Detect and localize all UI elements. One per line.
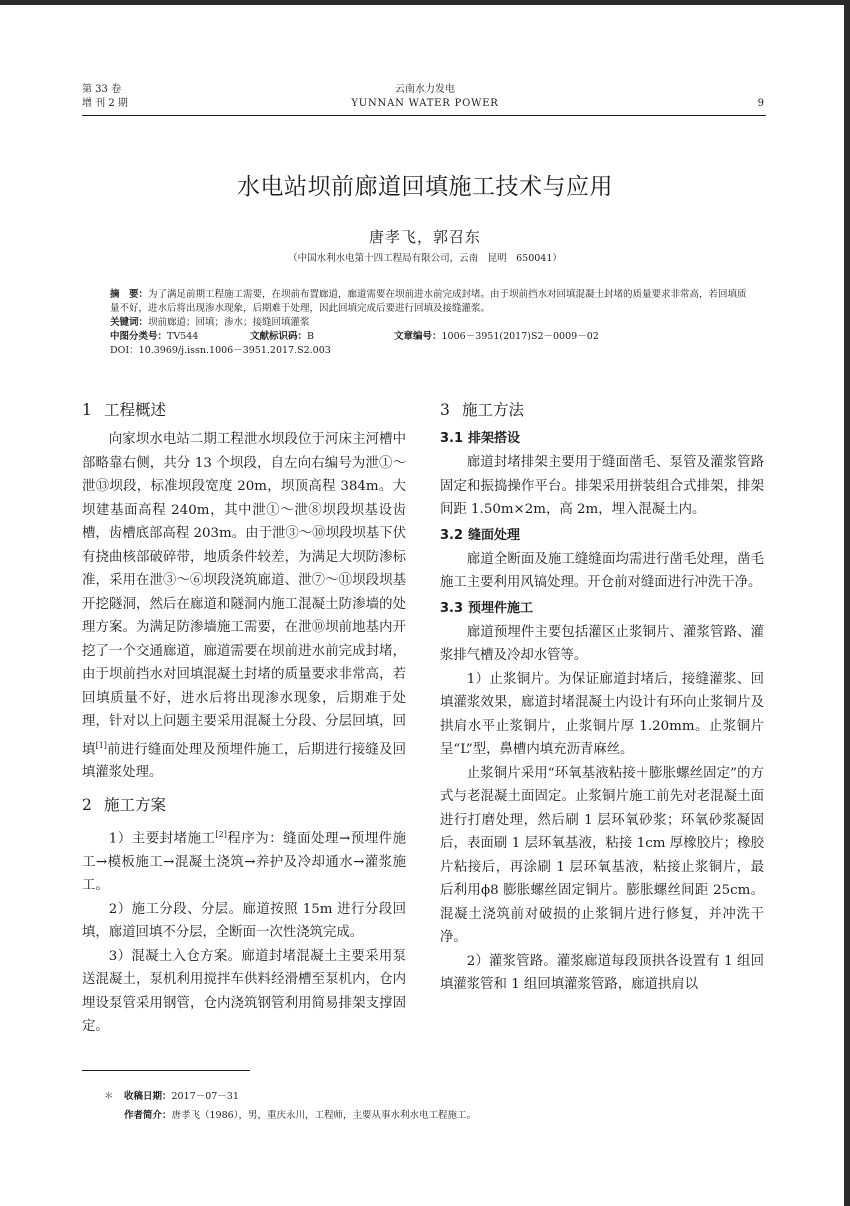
- subsection-3-3-title: 预埋件施工: [468, 600, 534, 616]
- received-line: [104, 1087, 754, 1106]
- section-gap: [82, 785, 406, 791]
- classification-row: [110, 330, 750, 344]
- bio-label: 作者简介：: [124, 1110, 172, 1121]
- subsection-3-1-heading: [440, 428, 764, 450]
- section-1-text-b: 前进行缝面处理及预埋件施工，后期进行接缝及回填灌浆处理。: [82, 741, 406, 781]
- section-2-heading: [82, 793, 406, 817]
- section-1-number: 1: [82, 401, 92, 419]
- article-title: 水电站坝前廊道回填施工技术与应用: [237, 174, 613, 200]
- subsection-3-3-number: 3.3: [440, 600, 464, 616]
- keywords-line: [110, 316, 750, 330]
- abstract-label: 摘 要：: [110, 289, 149, 300]
- doc-code-value: B: [307, 331, 314, 342]
- abstract-block: [110, 288, 750, 358]
- body-column-left: [82, 396, 406, 1039]
- keywords-label: 关键词：: [110, 317, 149, 328]
- received-date: 2017－07－31: [171, 1091, 239, 1102]
- subsection-3-3-heading: [440, 598, 764, 620]
- header-rule: [82, 115, 766, 116]
- subsection-3-3-paragraph-3: 止浆铜片采用“环氧基液粘接＋膨胀螺丝固定”的方式与老混凝土面固定。止浆铜片施工前先对老混凝土面进行打磨处理，然后刷 1 层环氧砂浆；环氧砂浆凝固后，表面刷 1 层环氧基液，粘接 1cm 厚橡胶片；橡胶片粘接后，再涂刷 1 层环氧基液，粘接止浆铜片，最后利用ϕ8 膨胀螺丝固定铜片。膨胀螺丝间距 25cm。混凝土浇筑前对破损的止浆铜片进行修复，并冲洗干净。: [440, 765, 764, 945]
- section-1-paragraph: [82, 428, 406, 785]
- doc-code-cell: [250, 330, 394, 344]
- article-no-label: 文章编号：: [394, 331, 442, 342]
- subsection-3-1-title: 排架搭设: [468, 431, 521, 446]
- body-column-right: [440, 396, 764, 997]
- section-1-title: 工程概述: [104, 401, 167, 419]
- subsection-3-2-paragraph: 廊道全断面及施工缝缝面均需进行凿毛处理，凿毛施工主要利用风镐处理。开仓前对缝面进行冲洗干净。: [440, 551, 764, 590]
- volume-label: 第 33 卷: [82, 84, 122, 95]
- abstract-text: 为了满足前期工程施工需要，在坝前布置廊道，廊道需要在坝前进水前完成封堵。由于坝前挡水对回填混凝土封堵的质量要求非常高，若回填质量不好，进水后将出现渗水现象，后期难于处理，因此回填完成后要进行回填及接缝灌浆。: [110, 289, 747, 314]
- subsection-3-2-number: 3.2: [440, 527, 464, 543]
- keywords-text: 坝前廊道；回填；渗水；接缝回填灌浆: [148, 317, 310, 328]
- section-3-number: 3: [440, 401, 450, 419]
- citation-ref-2: [2]: [215, 829, 227, 839]
- citation-ref-1: [1]: [95, 740, 107, 750]
- subsection-3-1-paragraph: 廊道封堵排架主要用于缝面凿毛、泵管及灌浆管路固定和振捣操作平台。排架采用拼装组合式排架，排架间距 1.50m×2m，高 2m，埋入混凝土内。: [440, 455, 764, 517]
- section-2-text-a: 1）主要封堵施工: [108, 831, 216, 847]
- bio-line: [104, 1106, 754, 1125]
- section-2-text-b: 程序为：缝面处理→预埋件施工→模板施工→混凝土浇筑→养护及冷却通水→灌浆施工。: [82, 831, 406, 894]
- running-header-left: [82, 83, 128, 111]
- subsection-3-3-paragraph-1: 廊道预埋件主要包括灌区止浆铜片、灌浆管路、灌浆排气槽及冷却水管等。: [440, 624, 764, 663]
- subsection-3-1-number: 3.1: [440, 431, 464, 446]
- issue-label: 增 刊 2 期: [82, 98, 128, 109]
- footnote-block: [104, 1087, 754, 1125]
- clc-label: 中图分类号：: [110, 331, 168, 342]
- section-2-number: 2: [82, 795, 92, 814]
- running-header-center: [300, 83, 550, 111]
- journal-name-en: YUNNAN WATER POWER: [351, 98, 499, 109]
- section-3-heading: [440, 398, 764, 422]
- author-affiliation: （中国水利水电第十四工程局有限公司，云南 昆明 650041）: [288, 253, 562, 264]
- section-2-paragraph-3: 3）混凝土入仓方案。廊道封堵混凝土主要采用泵送混凝土，泵机利用搅拌车供料经滑槽至泵机内，仓内埋设泵管采用钢管，仓内浇筑钢管利用简易排架支撑固定。: [82, 948, 406, 1035]
- page-top-border: [0, 0, 850, 5]
- doi-line: DOI：10.3969/j.issn.1006－3951.2017.S2.003: [110, 345, 331, 356]
- bio-text: 唐孝飞（1986），男，重庆永川，工程师，主要从事水利水电工程施工。: [171, 1110, 476, 1121]
- clc-cell: [110, 330, 250, 344]
- section-2-paragraph-2: 2）施工分段、分层。廊道按照 15m 进行分段回填，廊道回填不分层，全断面一次性浇筑完成。: [82, 901, 406, 941]
- subsection-3-3-paragraph-4: 2）灌浆管路。灌浆廊道每段顶拱各设置有 1 组回填灌浆管和 1 组回填灌浆管路，廊道拱肩以: [440, 953, 764, 992]
- page-number: 9: [757, 98, 764, 109]
- abstract-paragraph: [110, 288, 750, 316]
- section-1-text-a: 向家坝水电站二期工程泄水坝段位于河床主河槽中部略靠右侧，共分 13 个坝段，自左向右编号为泄①～泄⑬坝段，标准坝段宽度 20m，坝顶高程 384m。大坝建基面高程 240m，其中泄①～泄⑧坝段坝基设齿槽，齿槽底部高程 203m。由于泄③～⑩坝段坝基下伏有挠曲核部破碎带，地质条件较差，为满足大坝防渗标准，采用在泄③～⑥坝段浇筑廊道、泄⑦～⑪坝段坝基开挖隧洞，然后在廊道和隧洞内施工混凝土防渗墙的处理方案。为满足防渗墙施工需要，在泄⑩坝前地基内开挖了一个交通廊道，廊道需要在坝前进水前完成封堵，由于坝前挡水对回填混凝土封堵的质量要求非常高，若回填质量不好，进水后将出现渗水现象，后期难于处理，针对以上问题主要采用混凝土分段、分层回填，回填: [82, 432, 406, 757]
- footnote-star: ＊: [104, 1091, 114, 1102]
- clc-value: TV544: [167, 331, 199, 342]
- page-right-border: [844, 0, 850, 1206]
- article-no-cell: [394, 330, 599, 344]
- received-label: 收稿日期：: [124, 1091, 172, 1102]
- article-no-value: 1006－3951(2017)S2－0009－02: [441, 331, 599, 342]
- subsection-3-3-paragraph-2: 1）止浆铜片。为保证廊道封堵后，接缝灌浆、回填灌浆效果，廊道封堵混凝土内设计有环向止浆铜片及拱肩水平止浆铜片，止浆铜片厚 1.20mm。止浆铜片呈“L”型，鼻槽内填充沥青麻丝。: [440, 671, 764, 757]
- footnote-rule: [82, 1070, 250, 1071]
- section-2-paragraph-1: [82, 823, 406, 898]
- journal-name-cn: 云南水力发电: [395, 84, 455, 95]
- section-1-heading: [82, 398, 406, 422]
- article-authors: 唐孝飞，郭召东: [368, 228, 481, 246]
- section-3-title: 施工方法: [462, 401, 525, 419]
- subsection-3-2-title: 缝面处理: [468, 527, 521, 543]
- subsection-3-2-heading: [440, 525, 764, 547]
- doc-code-label: 文献标识码：: [250, 331, 308, 342]
- section-2-title: 施工方案: [104, 795, 167, 814]
